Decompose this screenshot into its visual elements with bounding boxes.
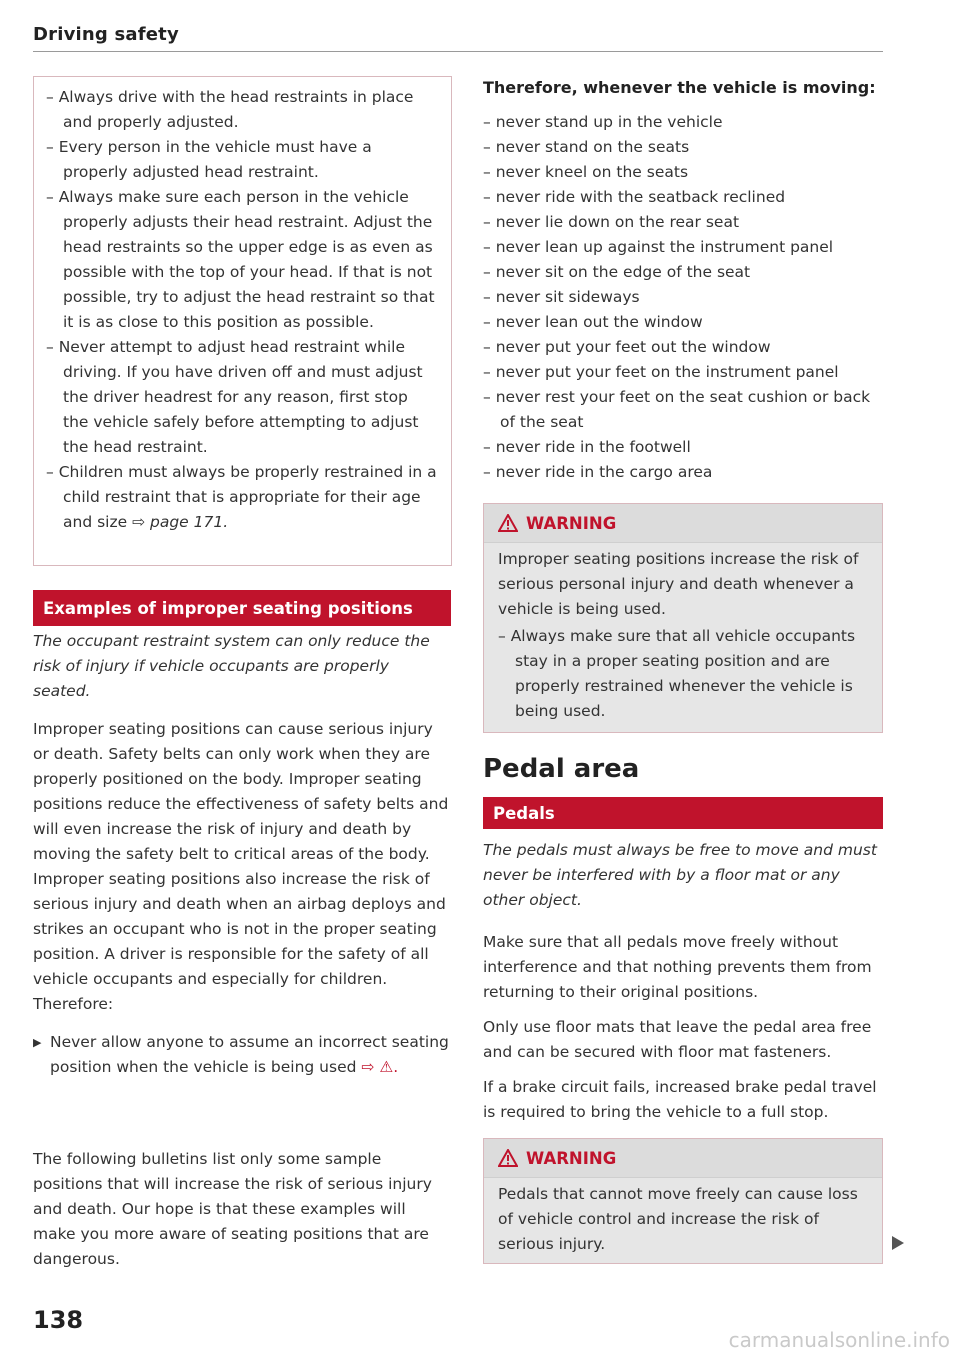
never-item: – never rest your feet on the seat cushion or back of the seat	[483, 385, 883, 435]
warning-triangle-icon	[498, 1149, 518, 1167]
header-rule	[33, 51, 883, 52]
pedals-intro-italic: The pedals must always be free to move and must never be interfered with by a floor mat or any other object.	[483, 841, 877, 909]
section-bar-improper-seating	[33, 590, 451, 626]
warning-text: Pedals that cannot move freely can cause loss of vehicle control and increase the risk of serious injury.	[498, 1185, 858, 1253]
warning-header	[484, 1139, 882, 1178]
warning-label: WARNING	[526, 1148, 617, 1168]
warning-ref-link[interactable]: ⇨ ⚠.	[361, 1058, 399, 1076]
body-paragraph: Only use floor mats that leave the pedal area free and can be secured with floor mat fasteners.	[483, 1018, 872, 1061]
arrow-bullet-icon: ▶	[33, 1036, 42, 1049]
head-restraint-box	[33, 76, 452, 566]
warning-box-pedals	[483, 1138, 883, 1264]
section-title: Pedals	[493, 803, 555, 823]
page-header-title: Driving safety	[33, 24, 179, 45]
warning-header	[484, 504, 882, 543]
never-item: – never put your feet on the instrument panel	[483, 360, 883, 385]
pedal-area-heading: Pedal area	[483, 754, 640, 784]
arrow-bullet	[33, 1030, 451, 1080]
section-bar-pedals	[483, 797, 883, 829]
body-paragraph: If a brake circuit fails, increased brake pedal travel is required to bring the vehicle to a full stop.	[483, 1078, 877, 1121]
body-paragraph: The following bulletins list only some sample positions that will increase the risk of serious injury and death. Our hope is that these examples will make you more aware of seating positions that are dangerous.	[33, 1150, 432, 1268]
never-item: – never stand up in the vehicle	[483, 110, 883, 135]
never-item: – never sit on the edge of the seat	[483, 260, 883, 285]
body-paragraph: Improper seating positions can cause serious injury or death. Safety belts can only work when they are properly positioned on the body. Improper seating positions reduce the effectiveness of safety belts and will even increase the risk of injury and death by moving the safety belt to critical areas of the body. Improper seating positions also increase the risk of serious injury and death when an airbag deploys and strikes an occupant who is not in the proper seating position. A driver is responsible for the safety of all vehicle occupants and especially for children. Therefore:	[33, 720, 449, 1013]
warning-box-seating	[483, 503, 883, 733]
never-item: – never lean out the window	[483, 310, 883, 335]
never-item: – never lie down on the rear seat	[483, 210, 883, 235]
never-item: – never ride in the footwell	[483, 435, 883, 460]
box-item: – Always make sure each person in the vehicle properly adjusts their head restraint. Adjust the head restraints so the upper edge is as even as possible with the top of your head. If that is not possible, try to adjust the head restraint so that it is as close to this position as possible.	[46, 185, 437, 335]
section-title: Examples of improper seating positions	[43, 598, 413, 618]
warning-label: WARNING	[526, 513, 617, 533]
warning-text: Improper seating positions increase the risk of serious personal injury and death whenever a vehicle is being used.	[498, 550, 859, 618]
box-item: – Never attempt to adjust head restraint while driving. If you have driven off and must adjust the driver headrest for any reason, first stop the vehicle safely before attempting to adjust the head restraint.	[46, 335, 437, 460]
body-paragraph: Make sure that all pedals move freely without interference and that nothing prevents them from returning to their original positions.	[483, 933, 872, 1001]
never-item: – never ride in the cargo area	[483, 460, 883, 485]
box-item	[46, 460, 437, 535]
bullet-text: Never allow anyone to assume an incorrect seating position when the vehicle is being used	[50, 1033, 449, 1076]
never-item: – never sit sideways	[483, 285, 883, 310]
continue-arrow-icon	[892, 1236, 904, 1250]
box-item: – Always drive with the head restraints in place and properly adjusted.	[46, 85, 437, 135]
intro-italic: The occupant restraint system can only reduce the risk of injury if vehicle occupants are properly seated.	[33, 632, 430, 700]
warning-item: – Always make sure that all vehicle occupants stay in a proper seating position and are properly restrained whenever the vehicle is being used.	[498, 624, 868, 724]
never-item: – never kneel on the seats	[483, 160, 883, 185]
page-number: 138	[33, 1306, 84, 1334]
therefore-heading: Therefore, whenever the vehicle is moving:	[483, 78, 876, 97]
watermark: carmanualsonline.info	[728, 1328, 950, 1352]
never-item: – never lean up against the instrument panel	[483, 235, 883, 260]
never-item: – never ride with the seatback reclined	[483, 185, 883, 210]
never-item: – never stand on the seats	[483, 135, 883, 160]
page-ref-link[interactable]: ⇨ page 171.	[132, 513, 229, 531]
box-item: – Every person in the vehicle must have a properly adjusted head restraint.	[46, 135, 437, 185]
box-item-text: Children must always be properly restrained in a child restraint that is appropriate for their age and size	[58, 463, 437, 531]
never-item: – never put your feet out the window	[483, 335, 883, 360]
warning-triangle-icon	[498, 514, 518, 532]
